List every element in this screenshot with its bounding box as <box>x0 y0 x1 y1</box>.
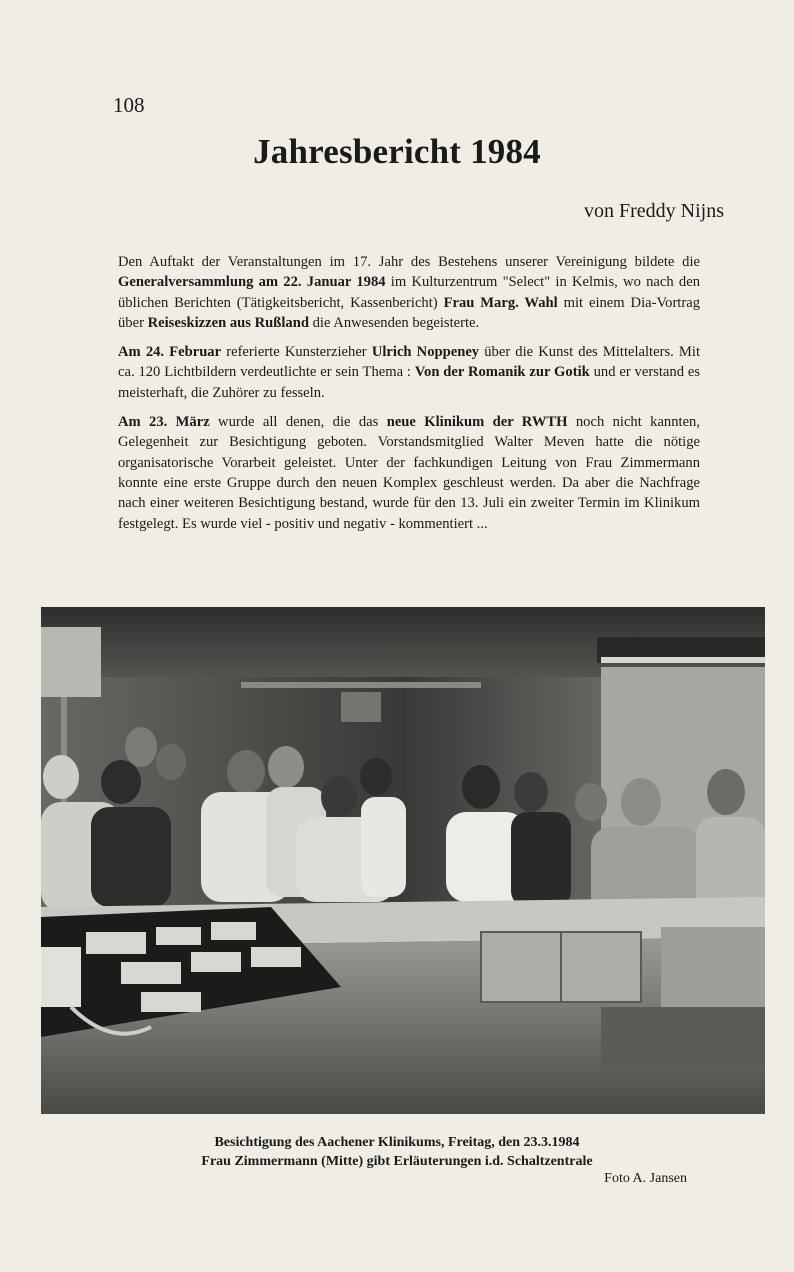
photo-illustration <box>41 607 765 1114</box>
author-line: von Freddy Nijns <box>584 200 724 222</box>
bold-run: Ulrich Noppeney <box>371 344 480 361</box>
paragraph-1 <box>118 252 700 333</box>
bold-run: Generalversammlung am 22. Januar 1984 <box>118 274 386 291</box>
text-run: referierte Kunsterzieher <box>221 344 372 361</box>
page-number: 108 <box>113 93 145 117</box>
bold-run: Am 24. Februar <box>118 344 222 361</box>
photo-caption <box>0 1133 794 1171</box>
text-run: die Anwesenden begeisterte. <box>308 314 480 331</box>
paragraph-2 <box>118 342 700 403</box>
caption-line-2: Frau Zimmermann (Mitte) gibt Erläuterungen i.d. Schaltzentrale <box>201 1154 593 1169</box>
text-run: noch nicht kannten, Gelegenheit zur Besichtigung geboten. Vorstandsmitglied Walter Meven hatte die nötige organisatorische Vorarbeit geleistet. Unter der fachkundigen Leitung von Frau Zimmermann konnte eine erste Gruppe durch den neuen Komplex geschleust werden. Da aber die Nachfrage nach einer weiteren Besichtigung bestand, wurde für den 13. Juli ein zweiter Termin im Klinikum festgelegt. Es wurde viel - positiv und negativ - kommentiert ... <box>118 414 700 532</box>
text-run: wurde all denen, die das <box>209 414 387 431</box>
paragraph-3 <box>118 412 700 534</box>
bold-run: Frau Marg. Wahl <box>443 294 558 311</box>
bold-run: Von der Romanik zur Gotik <box>414 364 590 381</box>
text-run: mit einem Dia-Vortrag über <box>118 294 700 331</box>
bold-run: Reiseskizzen aus Rußland <box>147 314 309 331</box>
text-run: über die Kunst des Mittelalters. Mit ca. 120 Lichtbildern verdeutlichte er sein Thema : <box>118 344 700 381</box>
bold-run: Am 23. März <box>118 414 210 431</box>
photo-control-room-visit <box>41 607 765 1114</box>
text-run: im Kulturzentrum "Select" in Kelmis, wo nach den üblichen Berichten (Tätigkeitsbericht, Kassenbericht) <box>118 274 700 311</box>
article-body <box>118 252 700 543</box>
text-run: und er verstand es meisterhaft, die Zuhörer zu fesseln. <box>118 364 701 401</box>
bold-run: neue Klinikum der RWTH <box>386 414 568 431</box>
page-title: Jahresbericht 1984 <box>253 132 541 171</box>
text-run: Den Auftakt der Veranstaltungen im 17. Jahr des Bestehens unserer Vereinigung bildete die <box>118 254 700 270</box>
photo-credit: Foto A. Jansen <box>604 1171 687 1186</box>
caption-line-1: Besichtigung des Aachener Klinikums, Freitag, den 23.3.1984 <box>214 1135 580 1150</box>
